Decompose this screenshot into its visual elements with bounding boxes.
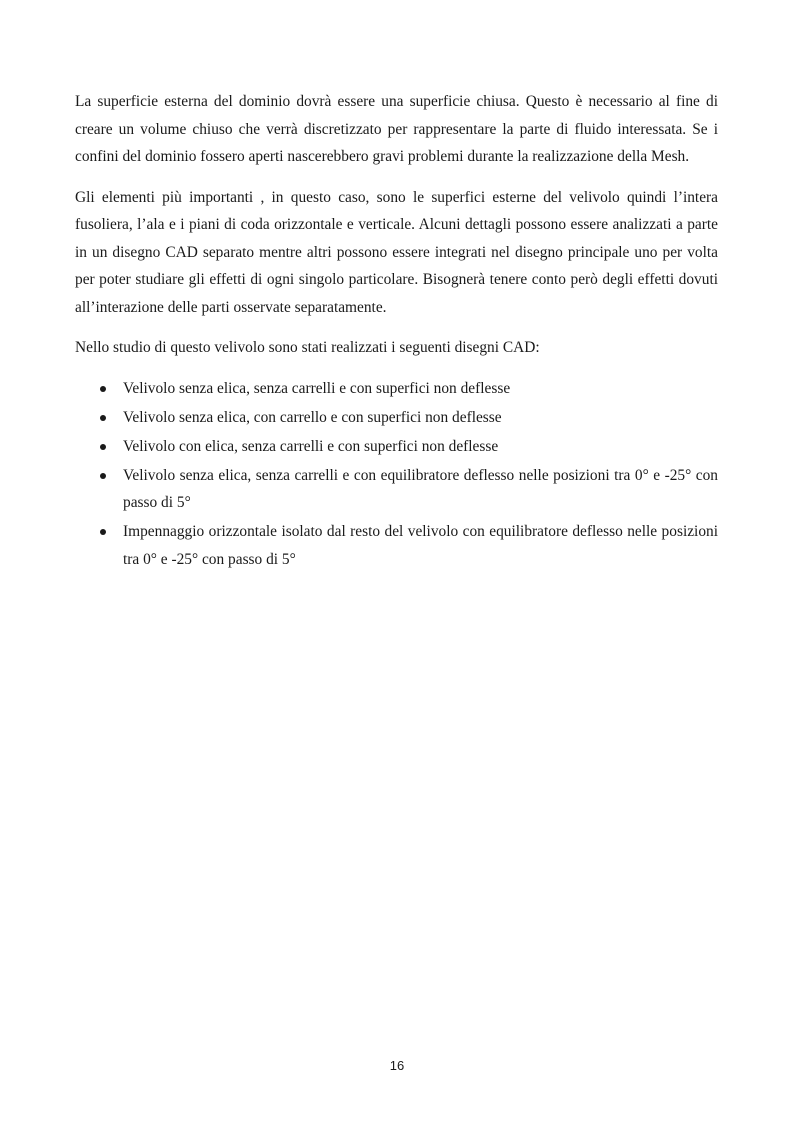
page-number: 16 [389, 1058, 405, 1073]
list-item [75, 404, 718, 432]
document-body [75, 88, 718, 575]
list-item [75, 375, 718, 403]
list-item-text: Velivolo con elica, senza carrelli e con superfici non deflesse [123, 437, 499, 455]
paragraph-cad-intro: Nello studio di questo velivolo sono stati realizzati i seguenti disegni CAD: [75, 339, 540, 356]
list-item-text: Velivolo senza elica, senza carrelli e con equilibratore deflesso nelle posizioni tra 0° e -25° con passo di 5° [123, 466, 718, 511]
paragraph-important-elements: Gli elementi più importanti , in questo caso, sono le superfici esterne del velivolo quindi l’intera fusoliera, l’ala e i piani di coda orizzontale e verticale. Alcuni dettagli possono essere analizzati a parte in un disegno CAD separato mentre altri possono essere integrati nel disegno principale uno per volta per poter studiare gli effetti di ogni singolo particolare. Bisognerà tenere conto però degli effetti dovuti all’interazione delle parti osservate separatamente. [75, 188, 718, 316]
bullet-icon [100, 444, 106, 450]
list-item [75, 433, 718, 461]
list-item-text: Impennaggio orizzontale isolato dal resto del velivolo con equilibratore deflesso nelle posizioni tra 0° e -25° con passo di 5° [123, 523, 718, 568]
bullet-icon [100, 529, 106, 535]
bullet-icon [100, 415, 106, 421]
paragraph-domain-surface: La superficie esterna del dominio dovrà essere una superficie chiusa. Questo è necessario al fine di creare un volume chiuso che verrà discretizzato per rappresentare la parte di fluido interessata. Se i confini del dominio fossero aperti nascerebbero gravi problemi durante la realizzazione della Mesh. [75, 93, 718, 165]
bullet-icon [100, 473, 106, 479]
list-item [75, 462, 718, 517]
list-item [75, 518, 718, 573]
list-item-text: Velivolo senza elica, senza carrelli e con superfici non deflesse [123, 379, 511, 397]
cad-drawings-list [75, 375, 718, 574]
list-item-text: Velivolo senza elica, con carrello e con superfici non deflesse [123, 408, 502, 426]
bullet-icon [100, 386, 106, 392]
